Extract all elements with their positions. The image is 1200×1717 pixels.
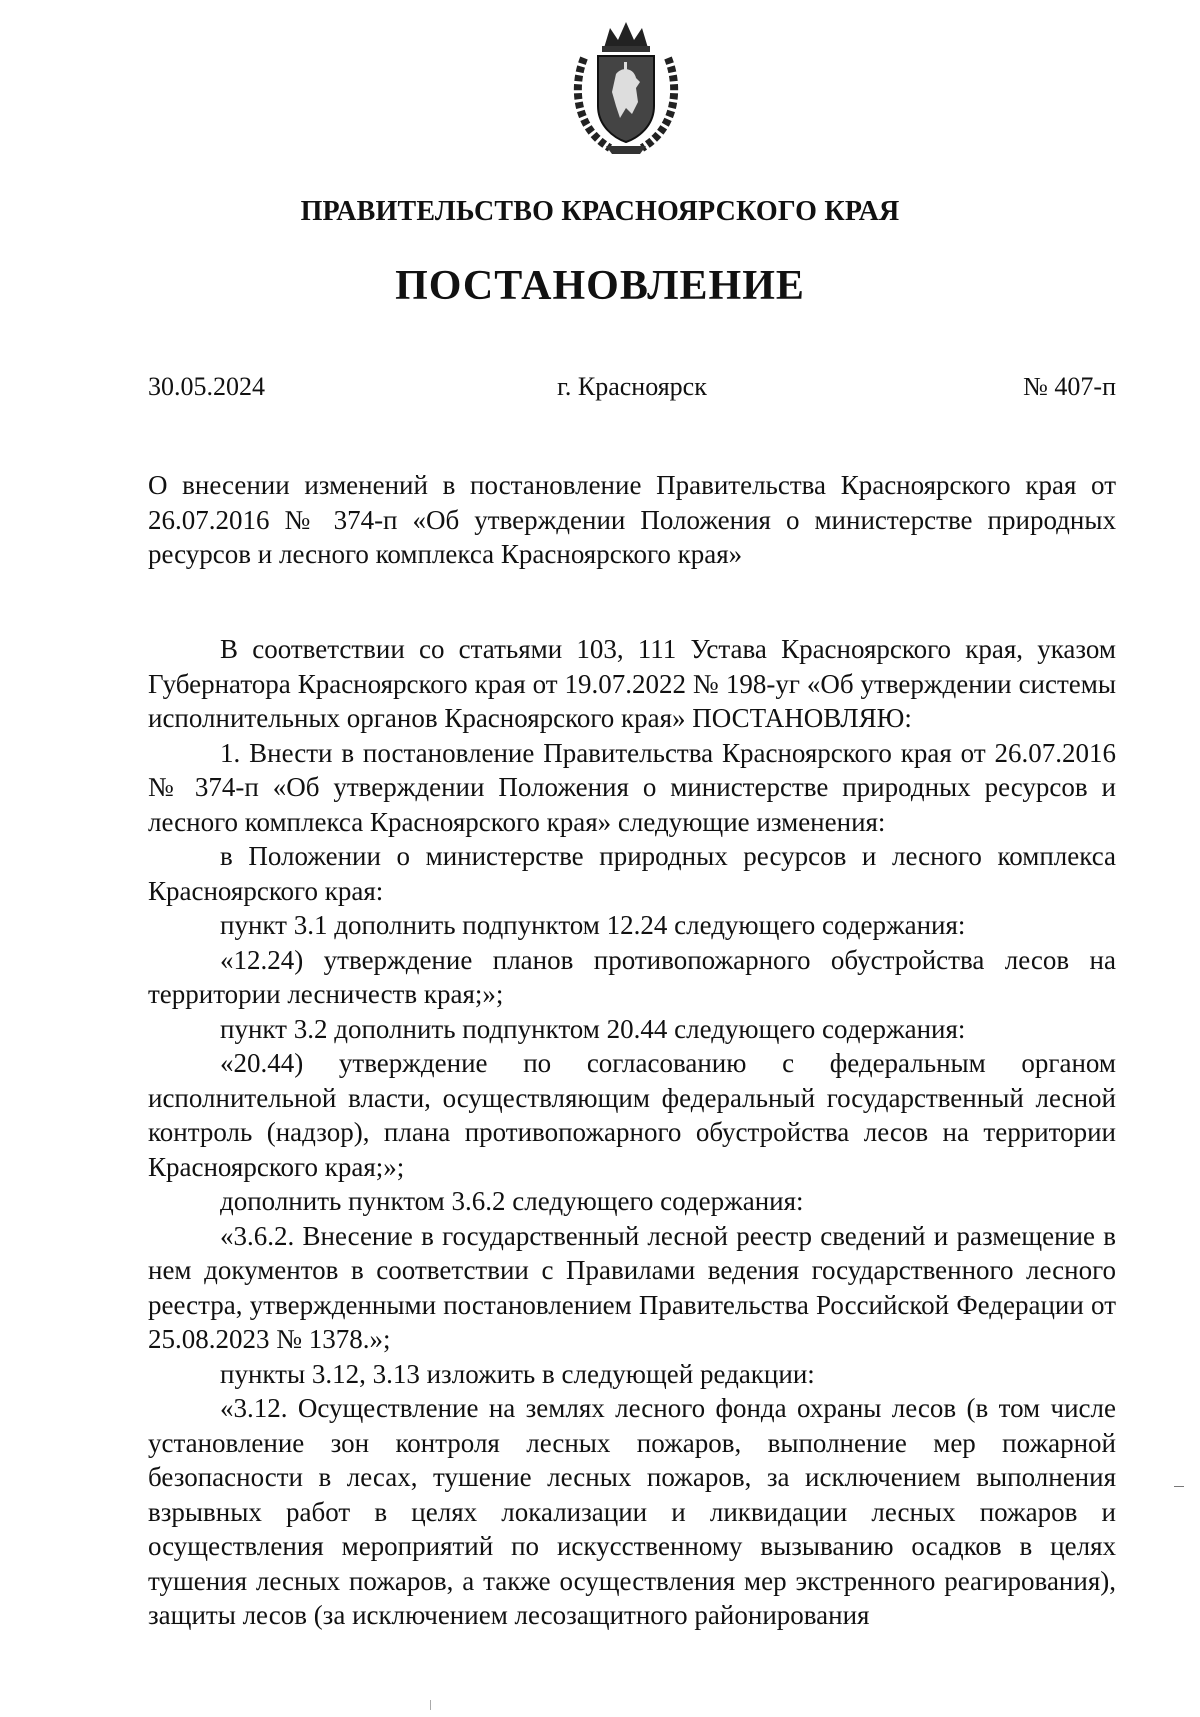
body-paragraph: «20.44) утверждение по согласованию с федеральным органом исполнительной власти, осуществляющим федеральный государственный лесной контроль (надзор), плана противопожарного обустройства лесов на территории Красноярского края;»; xyxy=(148,1048,1116,1182)
document-number: № 407-п xyxy=(1023,372,1116,401)
body-paragraph: дополнить пунктом 3.6.2 следующего содержания: xyxy=(220,1186,804,1216)
organization-title: ПРАВИТЕЛЬСТВО КРАСНОЯРСКОГО КРАЯ xyxy=(300,196,900,227)
document-subject: О внесении изменений в постановление Правительства Красноярского края от 26.07.2016 № 374-п «Об утверждении Положения о министерстве природных ресурсов и лесного комплекса Красноярского края» xyxy=(148,470,1116,569)
body-paragraph: В соответствии со статьями 103, 111 Устава Красноярского края, указом Губернатора Красноярского края от 19.07.2022 № 198-уг «Об утверждении системы исполнительных органов Красноярского края» ПОСТАНОВЛЯЮ: xyxy=(148,634,1116,733)
body-paragraph: «3.6.2. Внесение в государственный лесной реестр сведений и размещение в нем документов в соответствии с Правилами ведения государственного лесного реестра, утвержденными постановлением Правительства Российской Федерации от 25.08.2023 № 1378.»; xyxy=(148,1220,1116,1354)
document-meta-row xyxy=(148,372,1116,408)
coat-of-arms-icon xyxy=(566,18,686,158)
body-paragraph: пункт 3.2 дополнить подпунктом 20.44 следующего содержания: xyxy=(220,1013,966,1044)
body-paragraph: 1. Внести в постановление Правительства Красноярского края от 26.07.2016 № 374-п «Об утверждении Положения о министерстве природных ресурсов и лесного комплекса Красноярского края» следующие изменения: xyxy=(148,737,1116,837)
document-type-title: ПОСТАНОВЛЕНИЕ xyxy=(395,263,805,309)
body-paragraph: пункт 3.1 дополнить подпунктом 12.24 следующего содержания: xyxy=(220,910,966,940)
scan-artifact xyxy=(1174,1486,1184,1487)
body-paragraph: пункты 3.12, 3.13 изложить в следующей редакции: xyxy=(220,1358,815,1389)
document-city: г. Красноярск xyxy=(557,372,707,401)
body-paragraph: «3.12. Осуществление на землях лесного фонда охраны лесов (в том числе установление зон контроля лесных пожаров, выполнение мер пожарной безопасности в лесах, тушение лесных пожаров, за исключением выполнения взрывных работ в целях локализации и ликвидации лесных пожаров и осуществления мероприятий по искусственному вызыванию осадков в целях тушения лесных пожаров, а также осуществления мер экстренного реагирования), защиты лесов (за исключением лесозащитного районирования xyxy=(148,1393,1116,1630)
document-body xyxy=(148,632,1116,1633)
body-paragraph: «12.24) утверждение планов противопожарного обустройства лесов на территории лесничеств края;»; xyxy=(148,944,1116,1009)
scan-artifact xyxy=(430,1700,431,1710)
body-paragraph: в Положении о министерстве природных ресурсов и лесного комплекса Красноярского края: xyxy=(148,841,1116,906)
document-date: 30.05.2024 xyxy=(148,372,265,401)
